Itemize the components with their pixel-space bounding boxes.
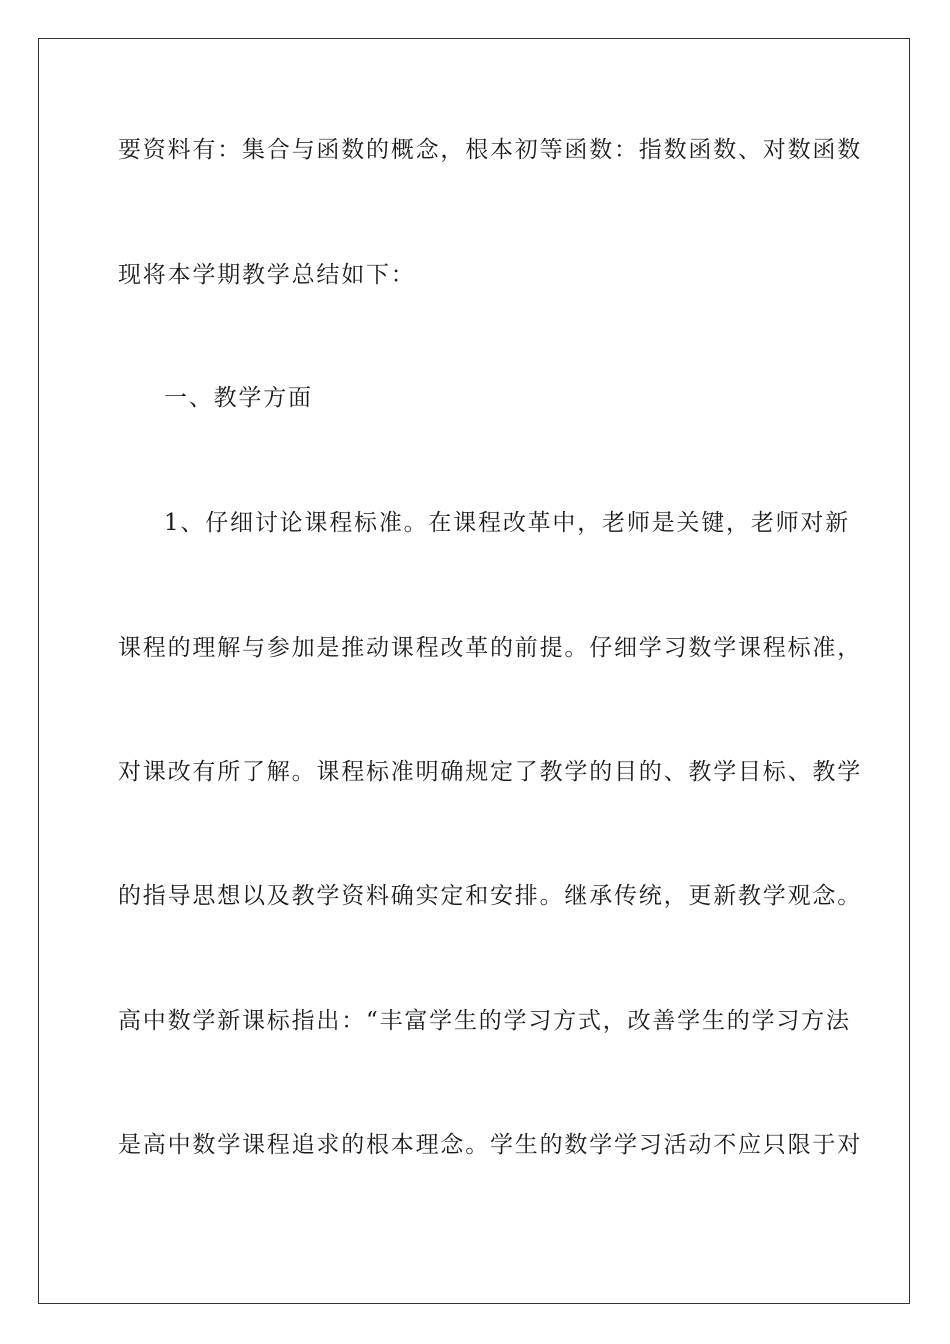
text-line-1: 要资料有：集合与函数的概念，根本初等函数：指数函数、对数函数 <box>118 137 862 163</box>
text-line-5: 课程的理解与参加是推动课程改革的前提。仔细学习数学课程标准， <box>118 635 862 661</box>
page-border <box>38 38 910 1304</box>
text-line-2: 现将本学期教学总结如下： <box>118 262 416 288</box>
text-line-9: 是高中数学课程追求的根本理念。学生的数学学习活动不应只限于对 <box>118 1132 862 1158</box>
section-heading: 一、教学方面 <box>164 385 313 411</box>
text-line-7: 的指导思想以及教学资料确实定和安排。继承传统，更新教学观念。 <box>118 883 862 909</box>
text-line-8: 高中数学新课标指出：“丰富学生的学习方式，改善学生的学习方法 <box>118 1008 851 1034</box>
text-line-6: 对课改有所了解。课程标准明确规定了教学的目的、教学目标、教学 <box>118 759 862 785</box>
text-line-4: 1、仔细讨论课程标准。在课程改革中，老师是关键，老师对新 <box>164 510 851 536</box>
